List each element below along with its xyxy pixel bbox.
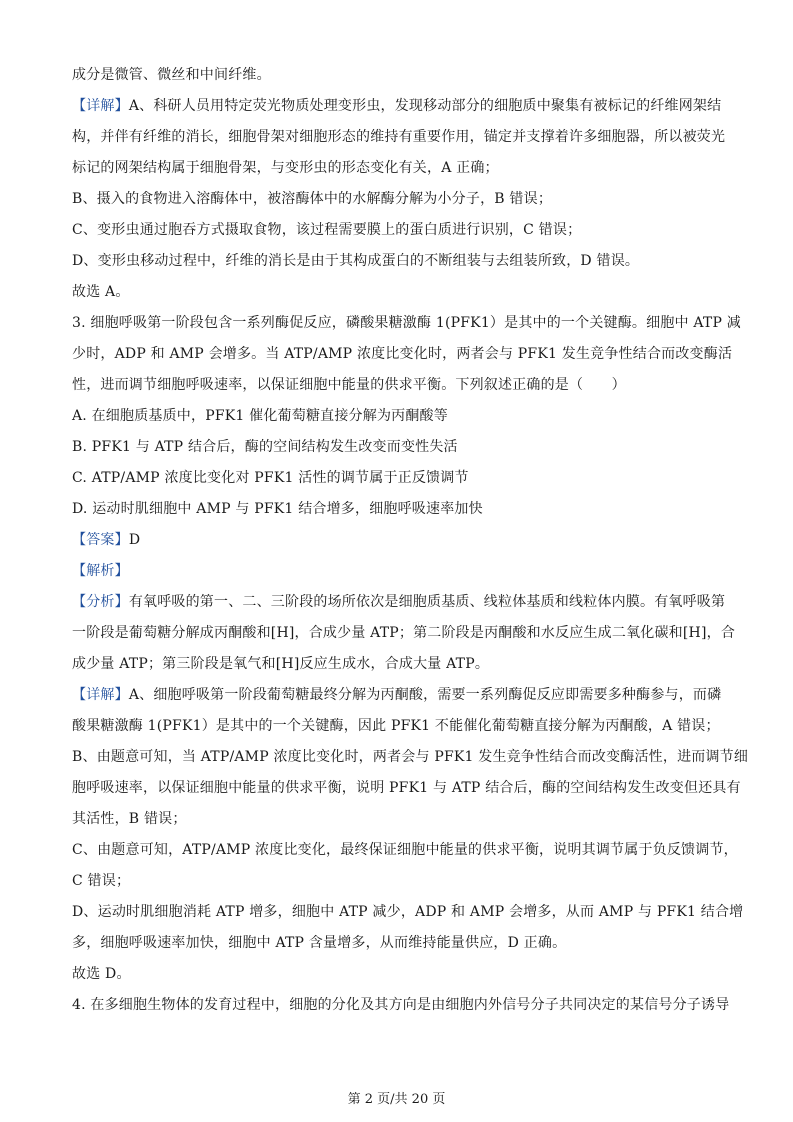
line-text: C、变形虫通过胞吞方式摄取食物，该过程需要膜上的蛋白质进行识别，C 错误；: [72, 222, 582, 238]
line-text: B. PFK1 与 ATP 结合后，酶的空间结构发生改变而变性失活: [72, 439, 458, 455]
line-text: 故选 A。: [72, 284, 130, 300]
text-line: [72, 806, 722, 832]
line-text: 构，并伴有纤维的消长，细胞骨架对细胞形态的维持有重要作用，锚定并支撑着许多细胞器，所以被荧光: [72, 129, 726, 145]
section-tag: 【分析】: [72, 594, 129, 610]
line-text: A. 在细胞质基质中，PFK1 催化葡萄糖直接分解为丙酮酸等: [72, 408, 448, 424]
line-text: D、运动时肌细胞消耗 ATP 增多，细胞中 ATP 减少，ADP 和 AMP 会增多，从而 AMP 与 PFK1 结合增: [72, 904, 744, 920]
text-line: [72, 248, 722, 274]
line-text: 酸果糖激酶 1(PFK1）是其中的一个关键酶，因此 PFK1 不能催化葡萄糖直接分解为丙酮酸，A 错误；: [72, 718, 720, 734]
text-line: [72, 620, 736, 646]
line-text: A、科研人员用特定荧光物质处理变形虫，发现移动部分的细胞质中聚集有被标记的纤维网架结: [128, 98, 722, 114]
line-text: D、变形虫移动过程中，纤维的消长是由于其构成蛋白的不断组装与去组装所致，D 错误。: [72, 253, 640, 269]
text-line: [72, 868, 722, 894]
line-text: 3. 细胞呼吸第一阶段包含一系列酶促反应，磷酸果糖激酶 1(PFK1）是其中的一个关键酶。细胞中 ATP 减: [72, 315, 741, 331]
section-tag: 【答案】: [72, 532, 129, 548]
line-text: 其活性，B 错误；: [72, 811, 187, 827]
text-line: [72, 434, 722, 460]
text-line: [72, 186, 722, 212]
text-line: [72, 713, 722, 739]
text-line: [72, 217, 722, 243]
text-line: [72, 744, 749, 770]
line-text: 故选 D。: [72, 966, 131, 982]
text-line: [72, 837, 738, 863]
text-line: [72, 651, 722, 677]
line-text: 胞呼吸速率，以保证细胞中能量的供求平衡，说明 PFK1 与 ATP 结合后，酶的空间结构发生改变但还具有: [72, 780, 741, 796]
text-line: [72, 961, 722, 987]
line-text: 标记的网架结构属于细胞骨架，与变形虫的形态变化有关，A 正确；: [72, 160, 499, 176]
text-line: [72, 155, 722, 181]
line-text: B、摄入的食物进入溶酶体中，被溶酶体中的水解酶分解为小分子，B 错误；: [72, 191, 553, 207]
text-line: [72, 527, 722, 553]
text-line: [72, 682, 722, 708]
line-text: 少时，ADP 和 AMP 会增多。当 ATP/AMP 浓度比变化时，两者会与 PFK1 发生竞争性结合而改变酶活: [72, 346, 733, 362]
line-text: D. 运动时肌细胞中 AMP 与 PFK1 结合增多，细胞呼吸速率加快: [72, 501, 483, 517]
line-text: B、由题意可知，当 ATP/AMP 浓度比变化时，两者会与 PFK1 发生竞争性结合而改变酶活性，进而调节细: [72, 749, 749, 765]
line-text: C 错误；: [72, 873, 131, 889]
line-text: A、细胞呼吸第一阶段葡萄糖最终分解为丙酮酸，需要一系列酶促反应即需要多种酶参与，而磷: [128, 687, 722, 703]
line-text: 性，进而调节细胞呼吸速率，以保证细胞中能量的供求平衡。下列叙述正确的是（ ）: [72, 377, 626, 393]
section-tag: 【详解】: [72, 687, 129, 703]
text-line: [72, 558, 722, 584]
text-line: [72, 992, 730, 1018]
text-line: [72, 341, 733, 367]
section-tag: 【解析】: [72, 563, 129, 579]
line-text: D: [128, 532, 141, 548]
text-line: [72, 93, 722, 119]
text-line: [72, 465, 722, 491]
text-line: [72, 310, 741, 336]
section-tag: 【详解】: [72, 98, 129, 114]
text-line: [72, 372, 722, 398]
text-line: [72, 496, 722, 522]
text-line: [72, 589, 726, 615]
text-line: [72, 403, 722, 429]
line-text: 一阶段是葡萄糖分解成丙酮酸和[H]，合成少量 ATP；第二阶段是丙酮酸和水反应生成二氧化碳和[H]，合: [72, 625, 736, 641]
text-line: [72, 775, 741, 801]
text-line: [72, 899, 744, 925]
line-text: 4. 在多细胞生物体的发育过程中，细胞的分化及其方向是由细胞内外信号分子共同决定的某信号分子诱导: [72, 997, 730, 1013]
line-text: 成少量 ATP；第三阶段是氧气和[H]反应生成水，合成大量 ATP。: [72, 656, 490, 672]
line-text: C、由题意可知，ATP/AMP 浓度比变化，最终保证细胞中能量的供求平衡，说明其调节属于负反馈调节，: [72, 842, 738, 858]
text-line: [72, 62, 722, 88]
line-text: 成分是微管、微丝和中间纤维。: [72, 67, 271, 83]
text-line: [72, 279, 722, 305]
text-line: [72, 124, 726, 150]
line-text: 多，细胞呼吸速率加快，细胞中 ATP 含量增多，从而维持能量供应，D 正确。: [72, 935, 567, 951]
page-number: 第 2 页/共 20 页: [347, 1092, 446, 1107]
line-text: C. ATP/AMP 浓度比变化对 PFK1 活性的调节属于正反馈调节: [72, 470, 469, 486]
text-line: [72, 930, 722, 956]
line-text: 有氧呼吸的第一、二、三阶段的场所依次是细胞质基质、线粒体基质和线粒体内膜。有氧呼吸第: [128, 594, 726, 610]
